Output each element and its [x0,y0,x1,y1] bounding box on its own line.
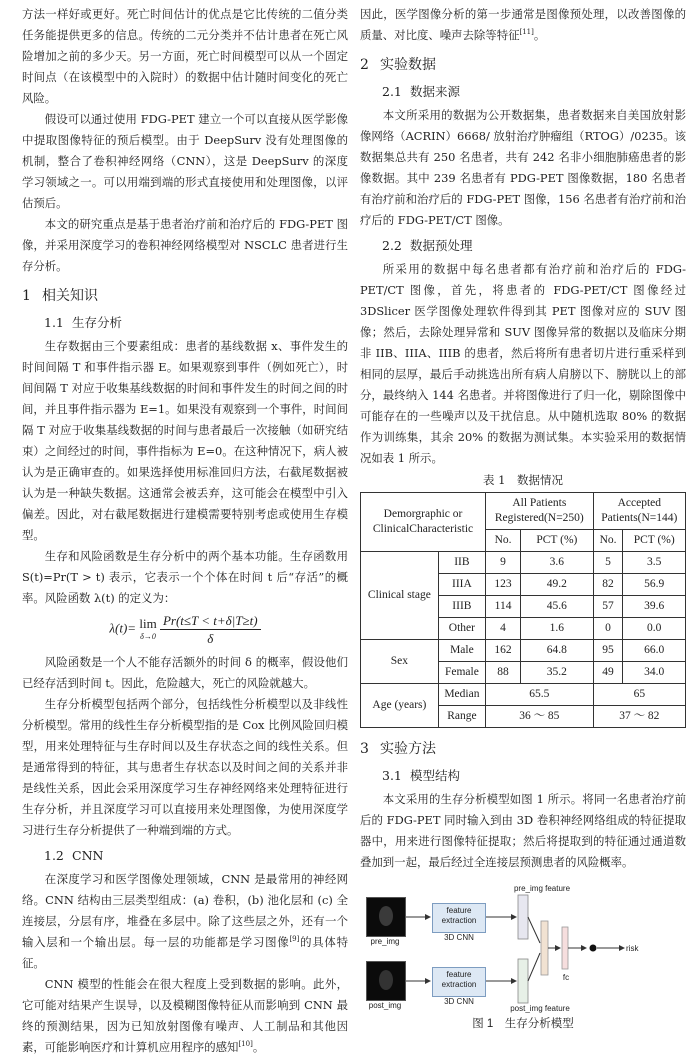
subsection-number: 2.2 [382,238,402,253]
table-cell: 45.6 [521,596,594,618]
equation-limit: lim δ→0 [139,615,157,641]
table-cell: IIIB [438,596,485,618]
table-header-cell: Accepted Patients(N=144) [593,493,685,530]
table-cell: 49 [593,662,623,684]
table-cell: 64.8 [521,640,594,662]
arrow [528,917,540,943]
table-cell: 65 [593,684,685,706]
paragraph: 生存分析模型包括两个部分，包括线性分析模型以及非线性分析模型。常用的线性生存分析模型指的是 Cox 比例风险回归模型，用来处理特征与生存时间以及生存状态之间的线性关系。但是通常得到的特征，其与患者生存状态以及时间之间的关系并非是线性关系，因此会采用深度学习生存神经网络来处理特征进行生存分析，并且深度学习可以直接用来处理图像，为使用深度学习进行生存分析提供了一种端到端的方式。 [22,697,348,837]
section-heading [360,55,686,75]
table-cell: IIIA [438,574,485,596]
table-caption: 表 1 数据情况 [483,473,563,487]
table-row [361,684,686,706]
section-heading [22,286,348,306]
table-row [361,640,686,662]
table-cell: 0.0 [623,618,686,640]
table-cell: 65.5 [486,684,594,706]
table-cell: 114 [486,596,521,618]
table-cell: 49.2 [521,574,594,596]
fc-label: fc [562,973,570,982]
table-cell: 1.6 [521,618,594,640]
subsection-title: CNN [72,848,104,863]
table-cell: 39.6 [623,596,686,618]
pre-feature-bar [518,895,528,939]
post-image-label: post_img [368,1001,402,1010]
hazard-equation [22,612,348,647]
section-title: 相关知识 [42,288,98,304]
feature-extraction-box: feature extraction [432,903,486,933]
table-group-cell: Clinical stage [361,552,439,640]
equation-fraction [160,612,261,647]
pre-feature-label: pre_img feature [513,884,571,893]
subsection-title: 生存分析 [72,315,123,330]
table-cell: 35.2 [521,662,594,684]
model-figure [360,883,686,1031]
pre-image-scan [366,897,406,937]
table-cell: 123 [486,574,521,596]
table-header-cell: PCT (%) [521,530,594,552]
section-number: 3 [360,741,369,757]
pre-image-label: pre_img [370,937,400,946]
table-cell: 37 ～ 82 [593,706,685,728]
equation-lhs: λ(t)= [109,620,137,636]
table-group-cell: Sex [361,640,439,684]
table-header-row [361,493,686,530]
table-cell: 162 [486,640,521,662]
table-cell: 3.6 [521,552,594,574]
table-cell: 0 [593,618,623,640]
paragraph: 假设可以通过使用 FDG-PET 建立一个可以直接从医学影像中提取图像特征的预后模型。由于 DeepSurv 没有处理图像的机制，整合了卷积神经网络（CNN），这是 DeepSurv 的深度学习领域之一。可以用端到端的形式直接使用和处理图像，以评估预后。 [22,112,348,210]
concat-bar [541,921,548,975]
table-cell: IIB [438,552,485,574]
data-table [360,492,686,728]
subsection-number: 2.1 [382,84,402,99]
paragraph: 生存数据由三个要素组成：患者的基线数据 x、事件发生的时间间隔 T 和事件指示器 E。如果观察到事件（例如死亡），时间间隔 T 对应于收集基线数据的时间和事件发生的时间之间的时间，并且事件指示器为 E=1。如果没有观察到一个事件，时间间隔 T 对应于收集基线数据的时间与患者最后一次接触（如研究结束）之间经过的时间，事件指标为 E=0。在这种情况下，病人被认为是正确审查的。如果选择使用标准回归方法，右截尾数据被认为是一种缺失数据。这通常会被丢弃，这可能会在模型中引入偏差。因此，对右截尾数据进行建模需要特别考虑或使用生存模型。 [22,339,348,542]
paragraph: 因此，医学图像分析的第一步通常是图像预处理，以改善图像的质量、对比度、噪声去除等特征[11]。 [360,7,686,42]
paragraph: 在深度学习和医学图像处理领域，CNN 是最常用的神经网络。CNN 结构由三层类型组成：(a) 卷积，(b) 池化层和 (c) 全连接层，分层有序，堆叠在多层中。除了这些层之外，还有一个输入层和一个输出层。每一层的功能都是学习图像[9]的具体特征。 [22,872,348,970]
paragraph: 风险函数是一个人不能存活额外的时间 δ 的概率，假设他们已经存活到时间 t。因此，危险越大，死亡的风险就越大。 [22,655,348,690]
table-cell: 3.5 [623,552,686,574]
table-cell: 82 [593,574,623,596]
subsection-number: 3.1 [382,768,402,783]
table-header-cell: All Patients Registered(N=250) [486,493,594,530]
feature-extraction-box: feature extraction [432,967,486,997]
section-title: 实验方法 [380,741,436,757]
table-cell: 5 [593,552,623,574]
paragraph: 生存和风险函数是生存分析中的两个基本功能。生存函数用 S(t)=Pr(T > t) 表示，它表示一个个体在时间 t 后“存活”的概率。风险函数 λ(t) 的定义为： [22,549,348,605]
table-cell: 88 [486,662,521,684]
subsection-heading [382,236,686,256]
table-cell: Male [438,640,485,662]
table-cell: 4 [486,618,521,640]
table-cell: 36 ～ 85 [486,706,594,728]
cnn-label: 3D CNN [444,997,474,1006]
left-column [22,4,348,1058]
table-group-cell: Age (years) [361,684,439,728]
table-cell: Female [438,662,485,684]
subsection-heading [382,82,686,102]
citation: [9] [289,935,300,944]
subsection-number: 1.2 [44,848,64,863]
table-cell: 9 [486,552,521,574]
citation: [10] [238,1040,253,1049]
subsection-title: 模型结构 [410,768,461,783]
paragraph: 本文所采用的数据为公开数据集，患者数据来自美国放射影像网络（ACRIN）6668/ 放射治疗肿瘤组（RTOG）/0235。该数据集总共有 250 名患者，共有 242 名非小细胞肺癌患者的影像数据。其中 239 名患者有 PDG-PET 图像数据，180 名患者有治疗前和治疗后的 FDG-PET 图像，156 名患者有治疗前和治疗后的 FDG-PET/CT 图像。 [360,108,686,227]
table-row [361,552,686,574]
section-number: 2 [360,57,369,73]
table-cell: 34.0 [623,662,686,684]
paragraph: 方法一样好或更好。死亡时间估计的优点是它比传统的二值分类任务能提供更多的信息。传统的二元分类并不估计患者在死亡风险增加之前的多少天。另一方面，死亡时间模型可以从一个固定时间点（在该模型中的入院时）的数据中估计随时间变化的死亡风险。 [22,7,348,105]
subsection-heading [382,766,686,786]
subsection-heading [44,313,348,333]
table-cell: 95 [593,640,623,662]
table-header-cell: No. [593,530,623,552]
section-heading [360,739,686,759]
table-cell: Median [438,684,485,706]
arrow [528,953,540,981]
subsection-title: 数据预处理 [410,238,473,253]
post-feature-label: post_img feature [510,1004,570,1013]
table-cell: Range [438,706,485,728]
risk-label: risk [626,944,639,953]
paragraph: 所采用的数据中每名患者都有治疗前和治疗后的 FDG-PET/CT 图像，首先，将患者的 FDG-PET/CT 图像经过 3DSlicer 医学图像处理软件得到其 PET 图像对应的 SUV 图像；然后，去除处理异常和 SUV 图像异常的数据以及临床分期非 IIB、IIIA、IIIB 的患者，然后将所有患者切片进行重采样到相同的层厚，最后手动挑选出所有病人肩膀以下、膀胱以上的部分，最终纳入 144 名患者。并将图像进行了归一化，剔除图像中可能存在的一些噪声以及干扰信息。从中随机选取 80% 的数据作为训练集，其余 20% 的数据为测试集。本实验采用的数据情况如表 1 所示。 [360,262,686,465]
subsection-number: 1.1 [44,315,64,330]
table-cell: 56.9 [623,574,686,596]
equation-denominator: δ [207,631,214,646]
paragraph: CNN 模型的性能会在很大程度上受到数据的影响。此外，它可能对结果产生误导，以及模糊图像特征从而影响到 CNN 最终的预测结果，因为已知放射图像有噪声、人工制品和其他因素，可能影响医疗和计算机应用程序的感知[10]。 [22,977,348,1054]
table-header-cell: PCT (%) [623,530,686,552]
section-title: 实验数据 [380,57,436,73]
table-cell: 66.0 [623,640,686,662]
post-feature-bar [518,959,528,1003]
subsection-heading [44,846,348,866]
figure-caption: 图 1 生存分析模型 [472,1018,574,1030]
subsection-title: 数据来源 [410,84,461,99]
post-image-scan [366,961,406,1001]
output-node [590,945,597,952]
table-cell: Other [438,618,485,640]
section-number: 1 [22,288,31,304]
paragraph: 本文的研究重点是基于患者治疗前和治疗后的 FDG-PET 图像，并采用深度学习的卷积神经网络模型对 NSCLC 患者进行生存分析。 [22,217,348,273]
citation: [11] [519,28,534,37]
cnn-label: 3D CNN [444,933,474,942]
equation-numerator: Pr(t≤T < t+δ|T≥t) [160,612,261,630]
table-header-cell: Demorgraphic or ClinicalCharacteristic [361,493,486,552]
table-cell: 57 [593,596,623,618]
fc-bar [562,927,568,969]
table-header-cell: No. [486,530,521,552]
right-column [360,4,686,1031]
paragraph: 本文采用的生存分析模型如图 1 所示。将同一名患者治疗前后的 FDG-PET 同时输入到由 3D 卷积神经网络组成的特征提取器中，用来进行图像特征提取；然后将提取到的特征通过通道数叠加到一起，最后经过全连接层预测患者的风险概率。 [360,792,686,869]
